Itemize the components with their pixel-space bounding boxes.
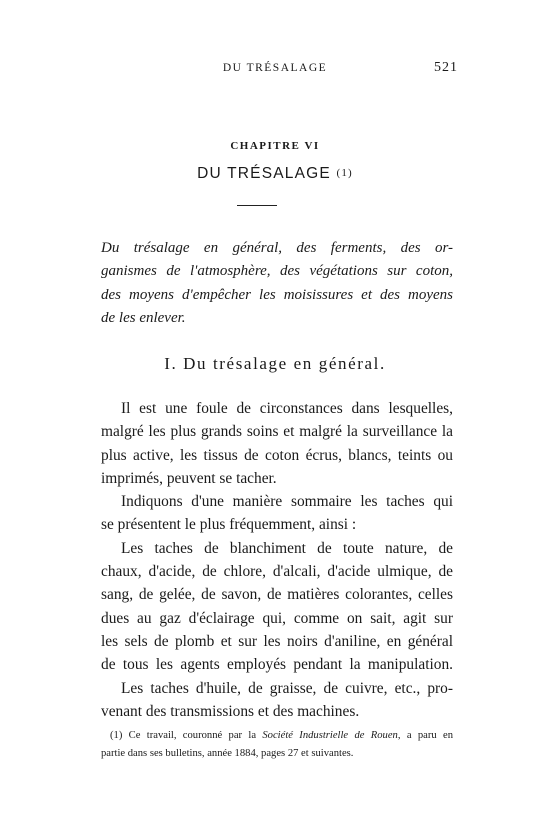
footnote-society-name: Société Industrielle de Rouen	[262, 730, 398, 741]
body-text	[101, 397, 453, 723]
body-line: se présentent le plus fréquemment, ainsi :	[101, 516, 357, 534]
footnote-line	[101, 727, 453, 745]
chapter-abstract	[101, 237, 453, 330]
body-line: de tous les agents employés pendant la manipulation.	[101, 656, 453, 674]
body-line: les sels de plomb et sur les noirs d'aniline, en général	[101, 632, 453, 650]
body-line: chaux, d'acide, de chlore, d'alcali, d'acide ulmique, de	[101, 563, 453, 581]
abstract-line: de les enlever.	[101, 309, 186, 326]
body-line: dues au gaz d'éclairage qui, comme on sait, agit sur	[101, 609, 453, 627]
running-head: DU TRÉSALAGE	[222, 62, 328, 74]
section-heading: I. Du trésalage en général.	[164, 354, 386, 373]
footnote-text: (1) Ce travail, couronné par la	[110, 730, 263, 741]
body-line: Les taches d'huile, de graisse, de cuivre, etc., pro-	[121, 679, 453, 697]
footnote-text: , a paru en	[397, 730, 453, 741]
body-line: imprimés, peuvent se tacher.	[101, 469, 277, 487]
chapter-title-text: DU TRÉSALAGE	[197, 165, 331, 182]
abstract-line: des moyens d'empêcher les moisissures et des moyens	[101, 286, 453, 303]
body-line: Les taches de blanchiment de toute nature, de	[121, 539, 453, 557]
body-line: plus active, les tissus de coton écrus, blancs, teints ou	[101, 446, 453, 464]
footnote-reference: (1)	[336, 167, 353, 179]
body-line: sang, de gelée, de savon, de matières colorantes, celles	[101, 586, 453, 604]
chapter-label: CHAPITRE VI	[230, 140, 320, 152]
abstract-line: ganismes de l'atmosphère, des végétations sur coton,	[101, 263, 453, 280]
abstract-line: Du trésalage en général, des ferments, des or-	[101, 240, 453, 256]
title-rule	[237, 205, 277, 206]
body-line: malgré les plus grands soins et malgré la surveillance la	[101, 423, 453, 441]
body-line: Il est une foule de circonstances dans lesquelles,	[121, 400, 453, 417]
page-number: 521	[434, 60, 458, 75]
footnote	[101, 727, 453, 763]
chapter-title	[0, 165, 550, 183]
footnote-line: partie dans ses bulletins, année 1884, pages 27 et suivantes.	[101, 748, 354, 759]
body-line: Indiquons d'une manière sommaire les taches qui	[121, 493, 453, 511]
body-line: venant des transmissions et des machines.	[101, 702, 360, 720]
